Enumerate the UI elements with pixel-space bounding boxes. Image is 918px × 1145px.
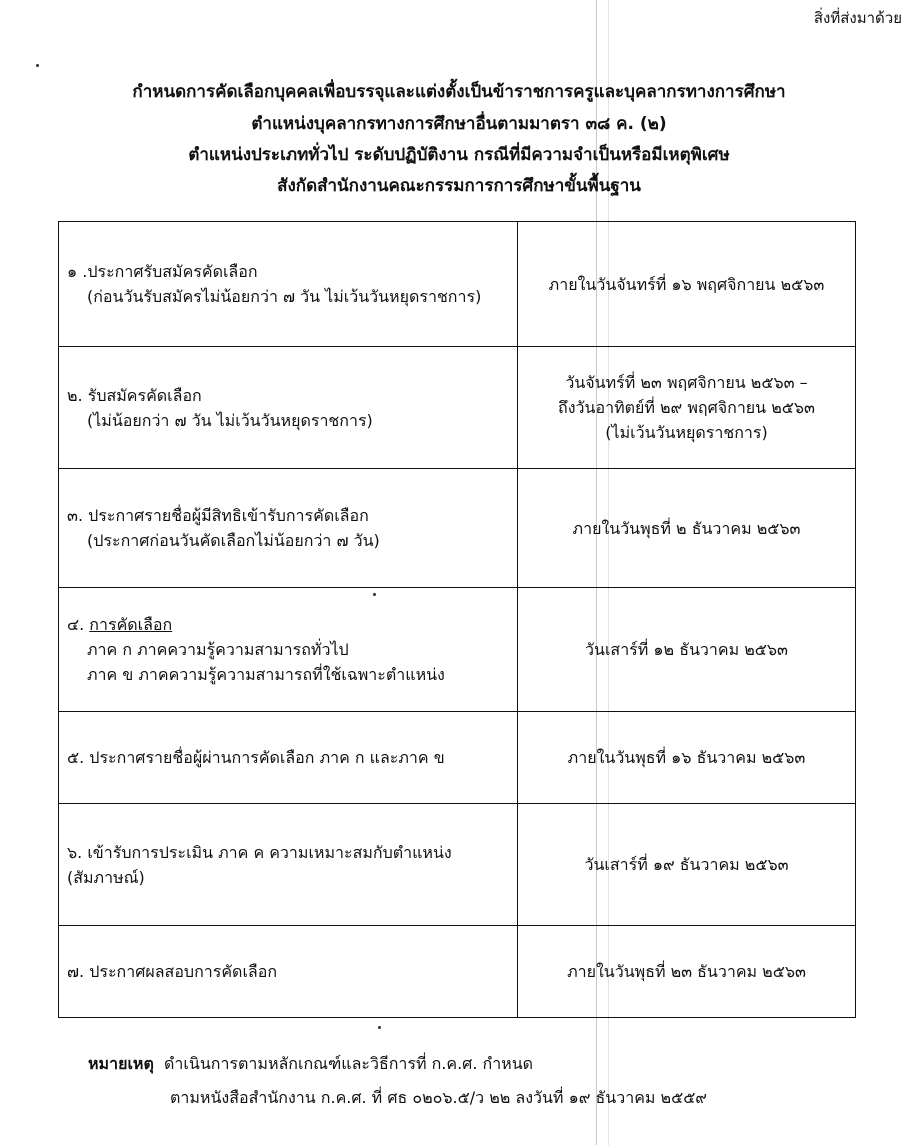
scan-speck [378,1026,381,1029]
note-text: ดำเนินการตามหลักเกณฑ์และวิธีการที่ ก.ค.ศ. กำหนด [164,1054,534,1073]
activity-cell [59,222,518,347]
activity-cell [59,926,518,1018]
title-line-4: สังกัดสำนักงานคณะกรรมการการศึกษาขั้นพื้นฐาน [277,176,641,196]
step-date: ภายในวันพุธที่ ๒ ธันวาคม ๒๕๖๓ [572,518,801,538]
table-row [59,926,856,1018]
step-detail: (ก่อนวันรับสมัครไม่น้อยกว่า ๗ วัน ไม่เว้นวันหยุดราชการ) [87,287,482,306]
table-row [59,222,856,347]
activity-cell [59,588,518,712]
date-cell [518,347,856,469]
step-title: การคัดเลือก [89,615,173,634]
step-date-line-1: วันจันทร์ที่ ๒๓ พฤศจิกายน ๒๕๖๓ – [565,373,808,392]
activity-cell [59,347,518,469]
date-cell [518,804,856,926]
enclosure-label: สิ่งที่ส่งมาด้วย [813,9,902,27]
date-cell [518,926,856,1018]
step-detail: (ประกาศก่อนวันคัดเลือกไม่น้อยกว่า ๗ วัน) [87,531,380,550]
title-line-3: ตำแหน่งประเภททั่วไป ระดับปฏิบัติงาน กรณีที่มีความจำเป็นหรือมีเหตุพิเศษ [188,145,730,165]
step-title: ๒. รับสมัครคัดเลือก [67,385,202,405]
step-title: ๓. ประกาศรายชื่อผู้มีสิทธิเข้ารับการคัดเลือก [67,506,369,525]
note-line-2: ตามหนังสือสำนักงาน ก.ค.ศ. ที่ ศธ ๐๒๐๖.๕/ว ๒๒ ลงวันที่ ๑๙ ธันวาคม ๒๕๕๙ [170,1088,708,1107]
step-title: ๖. เข้ารับการประเมิน ภาค ค ความเหมาะสมกับตำแหน่ง [67,842,452,862]
activity-cell [59,469,518,588]
activity-cell [59,804,518,926]
step-detail: (ไม่น้อยกว่า ๗ วัน ไม่เว้นวันหยุดราชการ) [87,410,373,430]
step-date: ภายในวันพุธที่ ๒๓ ธันวาคม ๒๕๖๓ [567,962,806,981]
schedule-table [58,221,856,1018]
note-line-1 [88,1052,533,1077]
date-cell [518,712,856,804]
step-date: วันเสาร์ที่ ๑๒ ธันวาคม ๒๕๖๓ [585,640,788,659]
step-title: ๑ .ประกาศรับสมัครคัดเลือก [67,262,258,281]
step-date: วันเสาร์ที่ ๑๙ ธันวาคม ๒๕๖๓ [584,855,789,874]
table-row [59,712,856,804]
step-date: ภายในวันจันทร์ที่ ๑๖ พฤศจิกายน ๒๕๖๓ [548,274,825,294]
date-cell [518,222,856,347]
date-cell [518,469,856,588]
part-b-label: ภาค ข ภาคความรู้ความสามารถที่ใช้เฉพาะตำแหน่ง [87,665,445,684]
date-cell [518,588,856,712]
table-row [59,588,856,712]
title-line-1: กำหนดการคัดเลือกบุคคลเพื่อบรรจุและแต่งตั้งเป็นข้าราชการครูและบุคลากรทางการศึกษา [132,82,786,102]
title-line-2: ตำแหน่งบุคลากรทางการศึกษาอื่นตามมาตรา ๓๘ ค. (๒) [251,114,667,134]
step-date-line-2: ถึงวันอาทิตย์ที่ ๒๙ พฤศจิกายน ๒๕๖๓ [558,398,815,417]
table-row [59,347,856,469]
activity-cell [59,712,518,804]
part-a-label: ภาค ก ภาคความรู้ความสามารถทั่วไป [87,640,349,659]
note-label: หมายเหตุ [88,1054,154,1073]
step-title: ๗. ประกาศผลสอบการคัดเลือก [67,962,278,981]
scan-speck [36,64,39,67]
table-row [59,804,856,926]
step-date-line-3: (ไม่เว้นวันหยุดราชการ) [605,423,768,442]
step-number: ๔. [67,615,85,634]
step-date: ภายในวันพุธที่ ๑๖ ธันวาคม ๒๕๖๓ [567,748,806,767]
step-title: ๕. ประกาศรายชื่อผู้ผ่านการคัดเลือก ภาค ก และภาค ข [67,748,445,767]
table-row [59,469,856,588]
step-detail: (สัมภาษณ์) [67,867,145,887]
